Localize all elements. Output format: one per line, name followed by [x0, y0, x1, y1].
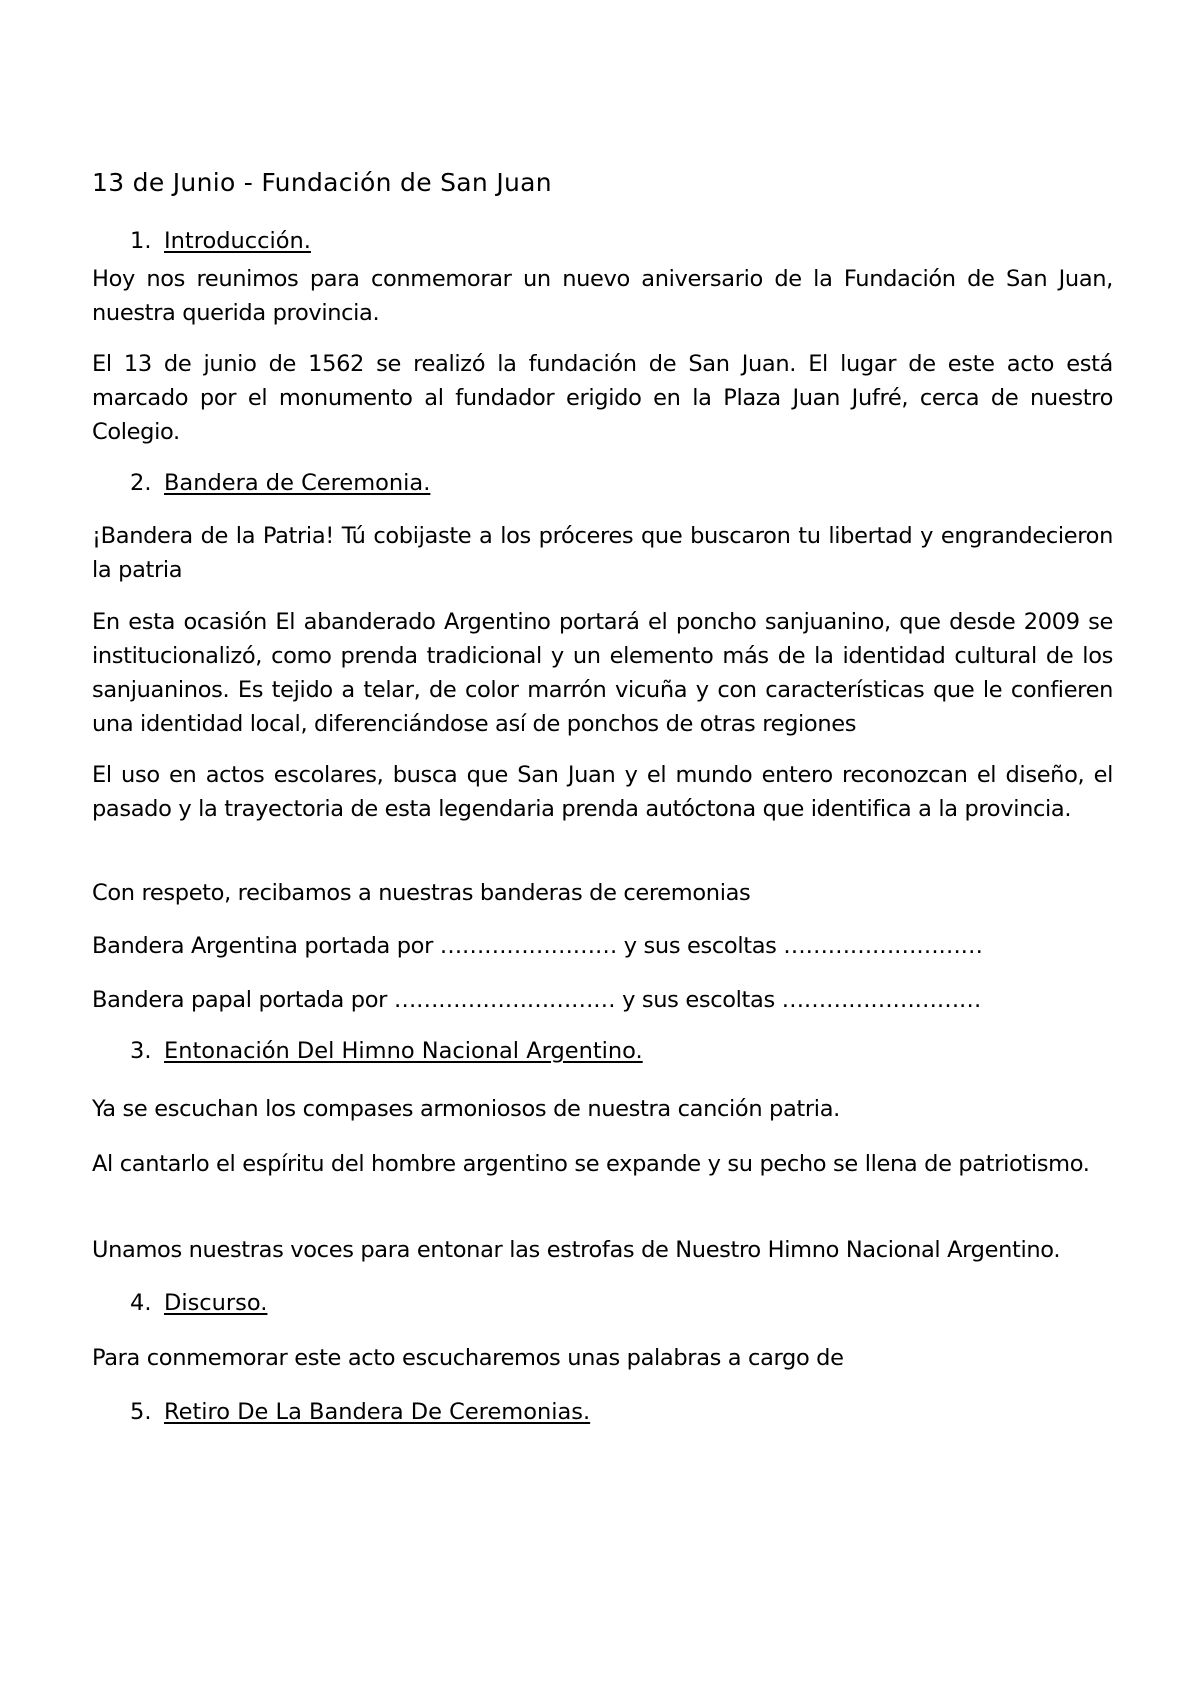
paragraph: El 13 de junio de 1562 se realizó la fundación de San Juan. El lugar de este acto está marcado por el monumento al fundador erigido en la Plaza Juan Jufré, cerca de nuestro Colegio.	[92, 351, 1113, 445]
paragraph: Con respeto, recibamos a nuestras banderas de ceremonias	[92, 880, 751, 906]
section-title: Discurso.	[164, 1290, 268, 1316]
section-number: 5.	[130, 1399, 152, 1425]
section-heading-discurso	[130, 1288, 267, 1318]
section-heading-bandera-de-ceremonia	[130, 468, 430, 498]
paragraph: Hoy nos reunimos para conmemorar un nuevo aniversario de la Fundación de San Juan, nuestra querida provincia.	[92, 266, 1113, 326]
section-number: 4.	[130, 1290, 152, 1316]
document-title: 13 de Junio - Fundación de San Juan	[92, 168, 552, 197]
section-title: Introducción.	[164, 228, 311, 254]
paragraph: El uso en actos escolares, busca que San Juan y el mundo entero reconozcan el diseño, el pasado y la trayectoria de esta legendaria prenda autóctona que identifica a la provincia.	[92, 762, 1113, 822]
section-heading-retiro	[130, 1397, 590, 1427]
section-number: 2.	[130, 470, 152, 496]
section-number: 1.	[130, 228, 152, 254]
flag-bearer-line: Bandera Argentina portada por …………………… y sus escoltas ………………………	[92, 933, 983, 959]
paragraph: Al cantarlo el espíritu del hombre argentino se expande y su pecho se llena de patriotismo.	[92, 1151, 1090, 1177]
section-heading-introduccion	[130, 226, 311, 256]
paragraph: Unamos nuestras voces para entonar las estrofas de Nuestro Himno Nacional Argentino.	[92, 1237, 1061, 1263]
section-number: 3.	[130, 1038, 152, 1064]
paragraph: Ya se escuchan los compases armoniosos de nuestra canción patria.	[92, 1096, 840, 1122]
paragraph: Para conmemorar este acto escucharemos unas palabras a cargo de	[92, 1345, 844, 1371]
flag-bearer-line: Bandera papal portada por ………………………… y sus escoltas ………………………	[92, 987, 981, 1013]
section-heading-himno	[130, 1036, 643, 1066]
paragraph: ¡Bandera de la Patria! Tú cobijaste a los próceres que buscaron tu libertad y engrandecieron la patria	[92, 523, 1113, 583]
section-title: Entonación Del Himno Nacional Argentino.	[164, 1038, 643, 1064]
section-title: Retiro De La Bandera De Ceremonias.	[164, 1399, 591, 1425]
paragraph: En esta ocasión El abanderado Argentino portará el poncho sanjuanino, que desde 2009 se institucionalizó, como prenda tradicional y un elemento más de la identidad cultural de los sanjuaninos. Es tejido a telar, de color marrón vicuña y con características que le confieren una identidad local, diferenciándose así de ponchos de otras regiones	[92, 609, 1113, 737]
section-title: Bandera de Ceremonia.	[164, 470, 431, 496]
